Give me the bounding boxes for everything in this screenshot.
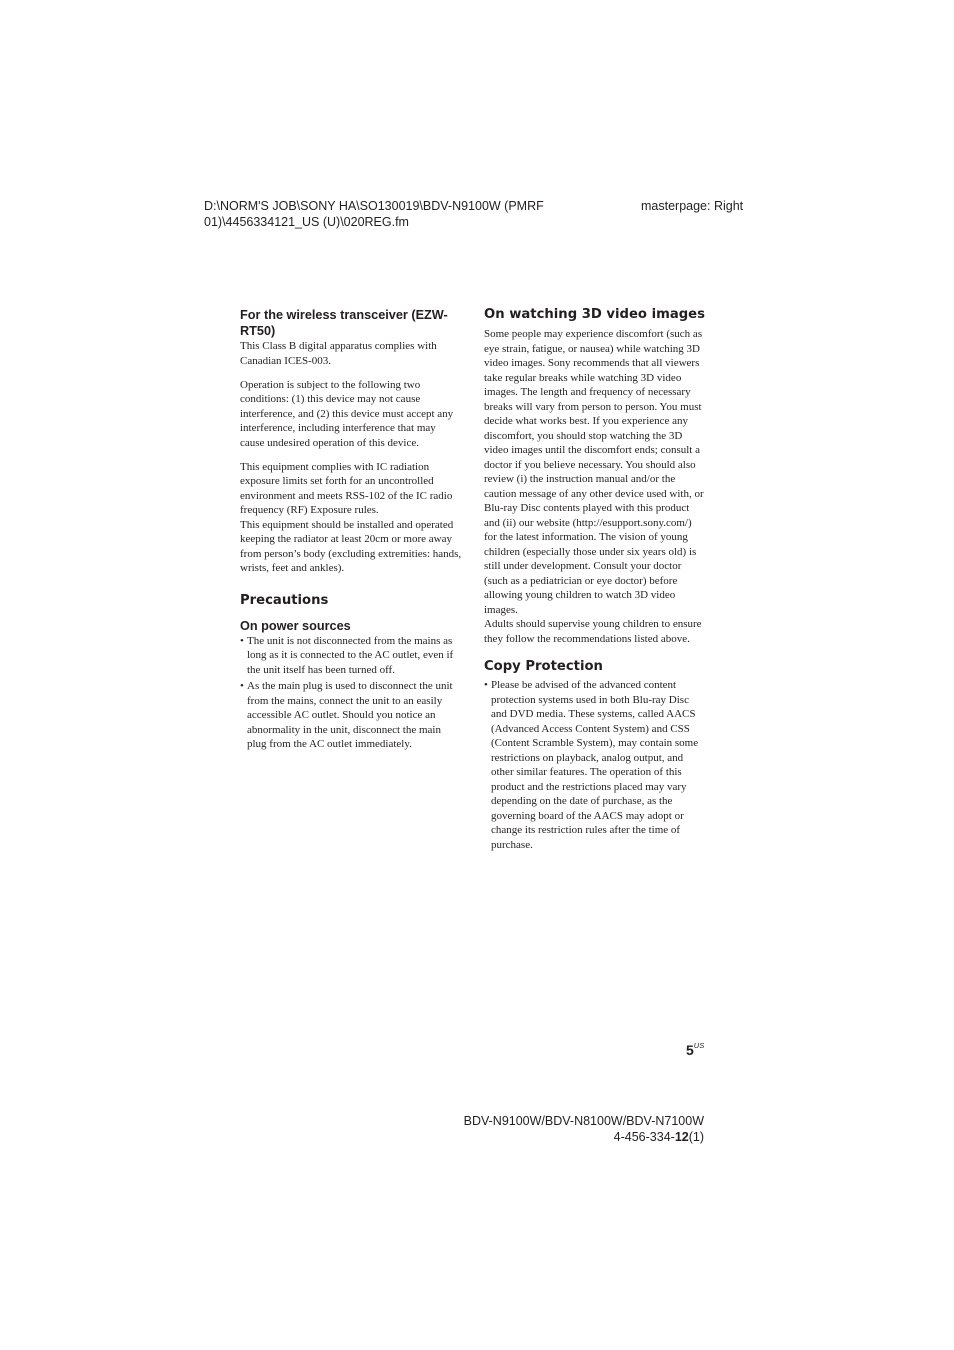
wireless-paragraph-3b: This equipment should be installed and operated keeping the radiator at least 20cm or more away from person’s body (excluding extremities: hands, wrists, feet and ankles).	[240, 518, 462, 574]
wireless-paragraph-2: Operation is subject to the following two conditions: (1) this device may not cause interference, and (2) this device must accept any interference, including interference that may cause undesired operation of this device.	[240, 378, 454, 449]
right-column	[484, 307, 706, 854]
left-column	[240, 307, 462, 754]
power-sources-heading: On power sources	[240, 618, 351, 633]
wireless-transceiver-heading: For the wireless transceiver (EZW-RT50)	[240, 308, 448, 338]
wireless-paragraph-3a: This equipment complies with IC radiation exposure limits set forth for an uncontrolled environment and meets RSS-102 of the IC radio frequency (RF) Exposure rules.	[240, 460, 453, 516]
page-number-suffix: US	[693, 1041, 705, 1050]
model-numbers: BDV-N9100W/BDV-N8100W/BDV-N7100W	[463, 1114, 704, 1128]
list-item: • As the main plug is used to disconnect the unit from the mains, connect the unit to an easily accessible AC outlet. Should you notice an abnormality in the unit, disconnect the main plug from the AC outlet immediately.	[240, 680, 453, 750]
watching-3d-paragraph-2: Adults should supervise young children to ensure they follow the recommendations listed above.	[484, 618, 702, 645]
bullet-marker: •	[240, 634, 244, 647]
bullet-marker: •	[484, 679, 488, 691]
list-item: • Please be advised of the advanced content protection systems used in both Blu-ray Disc and DVD media. These systems, called AACS (Advanced Access Content System) and CSS (Content Scramble System), may contain some restrictions on playback, analog output, and other similar features. The operation of this product and the restrictions placed may vary depending on the date of purchase, as the governing board of the AACS may adopt or change its restriction rules after the time of purchase.	[484, 679, 699, 851]
bullet-marker: •	[240, 680, 244, 692]
file-path-header: D:\NORM'S JOB\SONY HA\SO130019\BDV-N9100W (PMRF 01)\4456334121_US (U)\020REG.fm	[204, 199, 544, 229]
document-code: 4-456-334-12(1)	[613, 1130, 704, 1144]
power-sources-list	[240, 634, 462, 752]
watching-3d-paragraph-1: Some people may experience discomfort (such as eye strain, fatigue, or nausea) while watching 3D video images. Sony recommends that all viewers take regular breaks while watching 3D video images. The length and frequency of necessary breaks will vary from person to person. You must decide what works best. If you experience any discomfort, you should stop watching the 3D video images until the discomfort ends; consult a doctor if you believe necessary. You should also review (i) the instruction manual and/or the caution message of any other device used with, or Blu-ray Disc contents played with this product and (ii) our website (http://esupport.sony.com/) for the latest information. The vision of young children (especially those under six years old) is still under development. Consult your doctor (such as a pediatrician or eye doctor) before allowing young children to watch 3D video images.	[484, 328, 704, 616]
wireless-paragraph-1: This Class B digital apparatus complies with Canadian ICES-003.	[240, 340, 437, 367]
copy-protection-list	[484, 678, 706, 852]
precautions-heading: Precautions	[240, 592, 329, 608]
footer	[464, 1113, 704, 1145]
watching-3d-heading: On watching 3D video images	[484, 307, 705, 322]
list-item: • The unit is not disconnected from the mains as long as it is connected to the AC outlet, even if the unit itself has been turned off.	[240, 634, 454, 676]
masterpage-label: masterpage: Right	[641, 199, 744, 213]
copy-protection-heading: Copy Protection	[484, 659, 603, 674]
page-number: $5^{US}$	[686, 1041, 705, 1058]
